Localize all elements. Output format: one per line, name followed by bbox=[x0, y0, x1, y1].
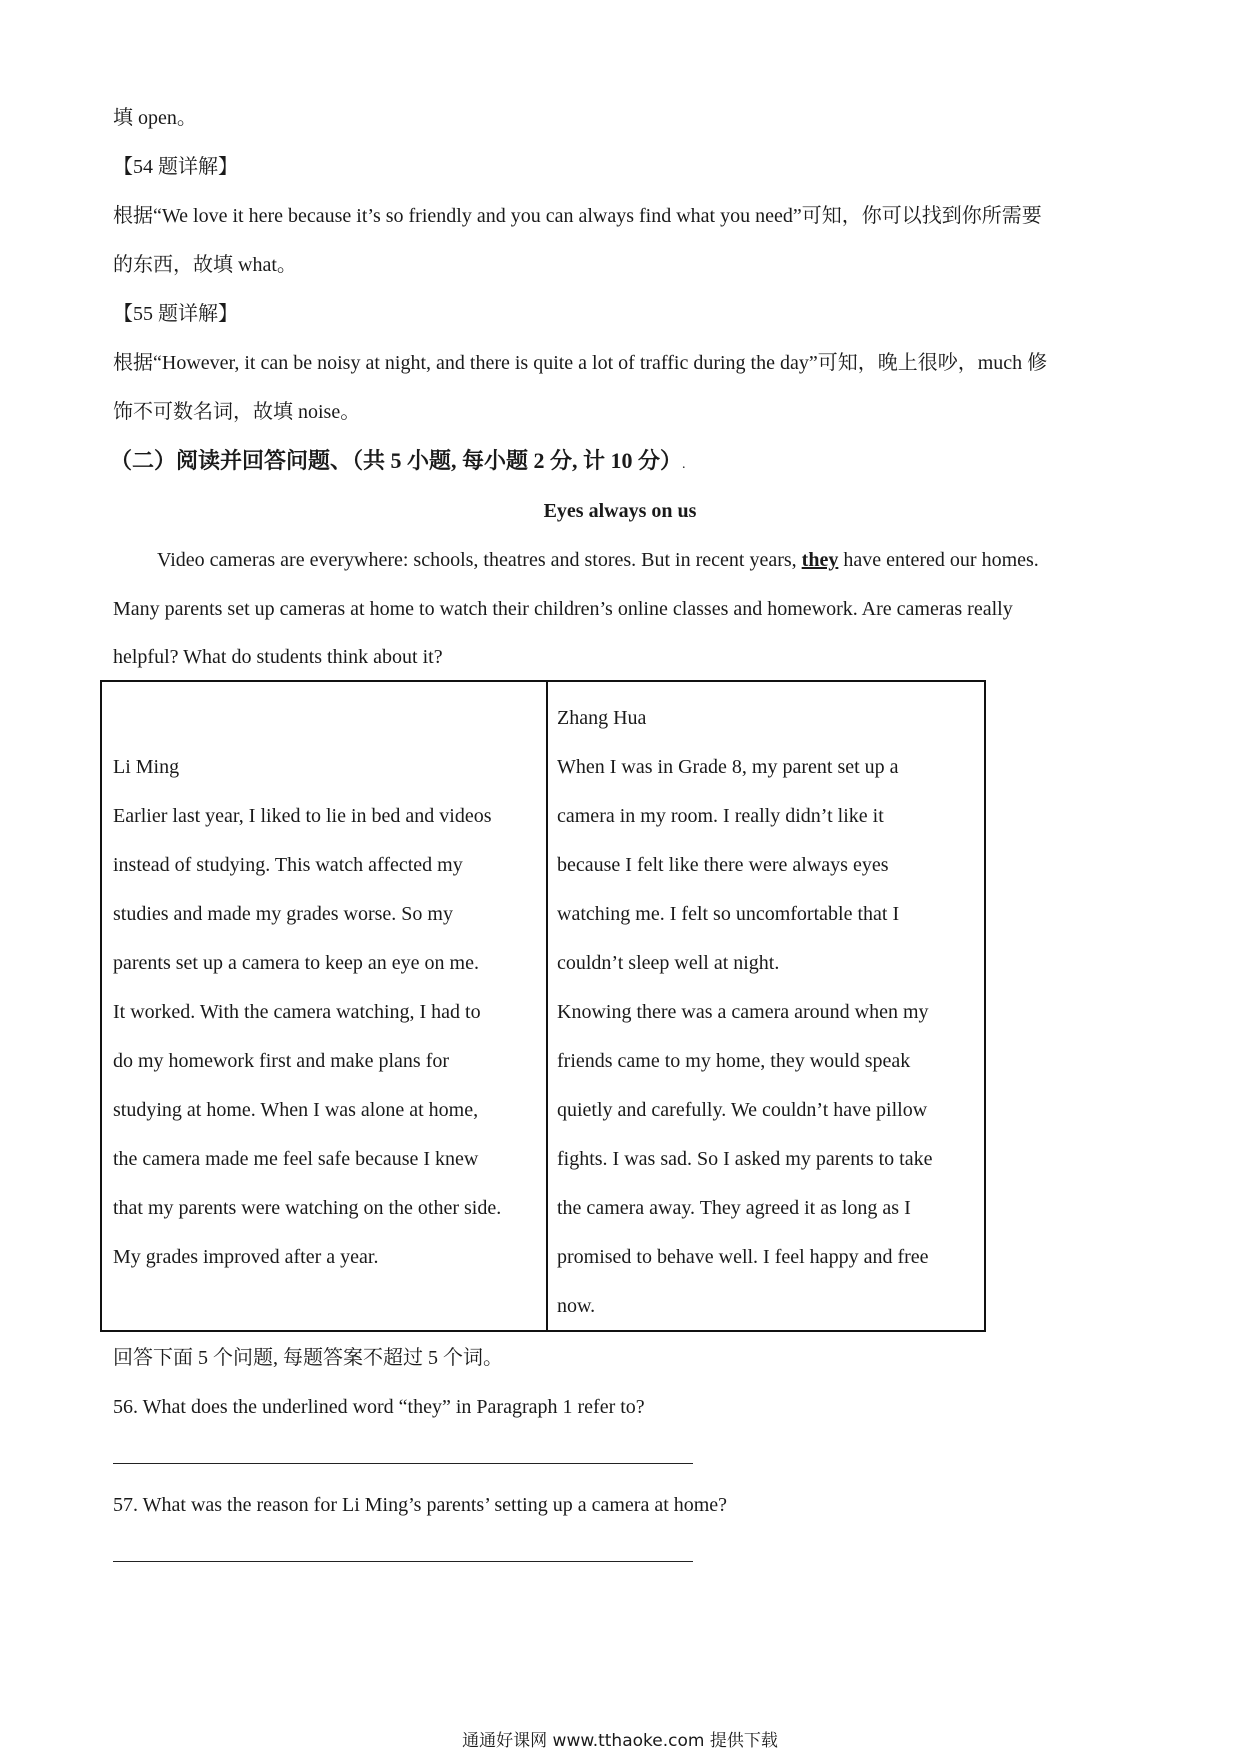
table-column-divider bbox=[546, 682, 548, 1330]
article-title: Eyes always on us bbox=[543, 500, 697, 522]
zhang-hua-line: friends came to my home, they would speak bbox=[557, 1050, 911, 1072]
article-paragraph-line-3: helpful? What do students think about it? bbox=[113, 646, 443, 668]
li-ming-line: studies and made my grades worse. So my bbox=[113, 903, 453, 925]
article-p1-after: have entered our homes. bbox=[838, 549, 1039, 571]
zhang-hua-line: camera in my room. I really didn’t like it bbox=[557, 805, 884, 827]
page-footer: 通通好课网 www.tthaoke.com 提供下载 bbox=[462, 1731, 778, 1751]
answer-field-57[interactable] bbox=[113, 1561, 693, 1562]
zhang-hua-line: watching me. I felt so uncomfortable that I bbox=[557, 903, 900, 925]
zhang-hua-line: now. bbox=[557, 1295, 596, 1317]
answer-field-56[interactable] bbox=[113, 1463, 693, 1464]
q55-explanation-line-2: 饰不可数名词，故填 noise。 bbox=[113, 401, 361, 423]
li-ming-line: My grades improved after a year. bbox=[113, 1246, 379, 1268]
zhang-hua-line: When I was in Grade 8, my parent set up a bbox=[557, 756, 899, 778]
section-heading bbox=[110, 448, 686, 478]
li-ming-name: Li Ming bbox=[113, 756, 180, 778]
opinions-table bbox=[100, 680, 986, 1332]
li-ming-line: Earlier last year, I liked to lie in bed and videos bbox=[113, 805, 492, 827]
q55-heading: 【55 题详解】 bbox=[113, 303, 238, 325]
zhang-hua-name: Zhang Hua bbox=[557, 707, 647, 729]
li-ming-line: instead of studying. This watch affected my bbox=[113, 854, 463, 876]
article-p1-before: Video cameras are everywhere: schools, theatres and stores. But in recent years, bbox=[157, 549, 802, 571]
zhang-hua-line: Knowing there was a camera around when my bbox=[557, 1001, 929, 1023]
li-ming-line: the camera made me feel safe because I knew bbox=[113, 1148, 479, 1170]
zhang-hua-line: quietly and carefully. We couldn’t have pillow bbox=[557, 1099, 928, 1121]
article-paragraph-line-1 bbox=[157, 547, 1039, 573]
li-ming-line: parents set up a camera to keep an eye on me. bbox=[113, 952, 479, 974]
zhang-hua-line: the camera away. They agreed it as long as I bbox=[557, 1197, 911, 1219]
q54-heading: 【54 题详解】 bbox=[113, 156, 238, 178]
fill-open-line: 填 open。 bbox=[113, 107, 197, 129]
question-56: 56. What does the underlined word “they” in Paragraph 1 refer to? bbox=[113, 1396, 645, 1418]
q54-explanation-line-1: 根据“We love it here because it’s so friendly and you can always find what you need”可知，你可以找到你所需要 bbox=[113, 205, 1042, 227]
li-ming-line: do my homework first and make plans for bbox=[113, 1050, 450, 1072]
li-ming-line: studying at home. When I was alone at home, bbox=[113, 1099, 479, 1121]
underlined-word-they: they bbox=[801, 549, 839, 571]
article-paragraph-line-2: Many parents set up cameras at home to watch their children’s online classes and homework. Are cameras really bbox=[113, 598, 1013, 620]
zhang-hua-line: because I felt like there were always eyes bbox=[557, 854, 889, 876]
section-heading-dot: . bbox=[682, 457, 686, 472]
zhang-hua-line: fights. I was sad. So I asked my parents to take bbox=[557, 1148, 933, 1170]
section-heading-text: （二）阅读并回答问题、（共 5 小题, 每小题 2 分, 计 10 分） bbox=[110, 448, 683, 473]
q54-explanation-line-2: 的东西，故填 what。 bbox=[113, 254, 297, 276]
zhang-hua-line: couldn’t sleep well at night. bbox=[557, 952, 780, 974]
zhang-hua-line: promised to behave well. I feel happy and free bbox=[557, 1246, 929, 1268]
question-57: 57. What was the reason for Li Ming’s parents’ setting up a camera at home? bbox=[113, 1494, 728, 1516]
li-ming-line: It worked. With the camera watching, I had to bbox=[113, 1001, 481, 1023]
questions-instruction: 回答下面 5 个问题, 每题答案不超过 5 个词。 bbox=[113, 1347, 503, 1369]
q55-explanation-line-1: 根据“However, it can be noisy at night, and there is quite a lot of traffic during the day”可知，晚上很吵，much 修 bbox=[113, 352, 1048, 374]
li-ming-line: that my parents were watching on the other side. bbox=[113, 1197, 502, 1219]
